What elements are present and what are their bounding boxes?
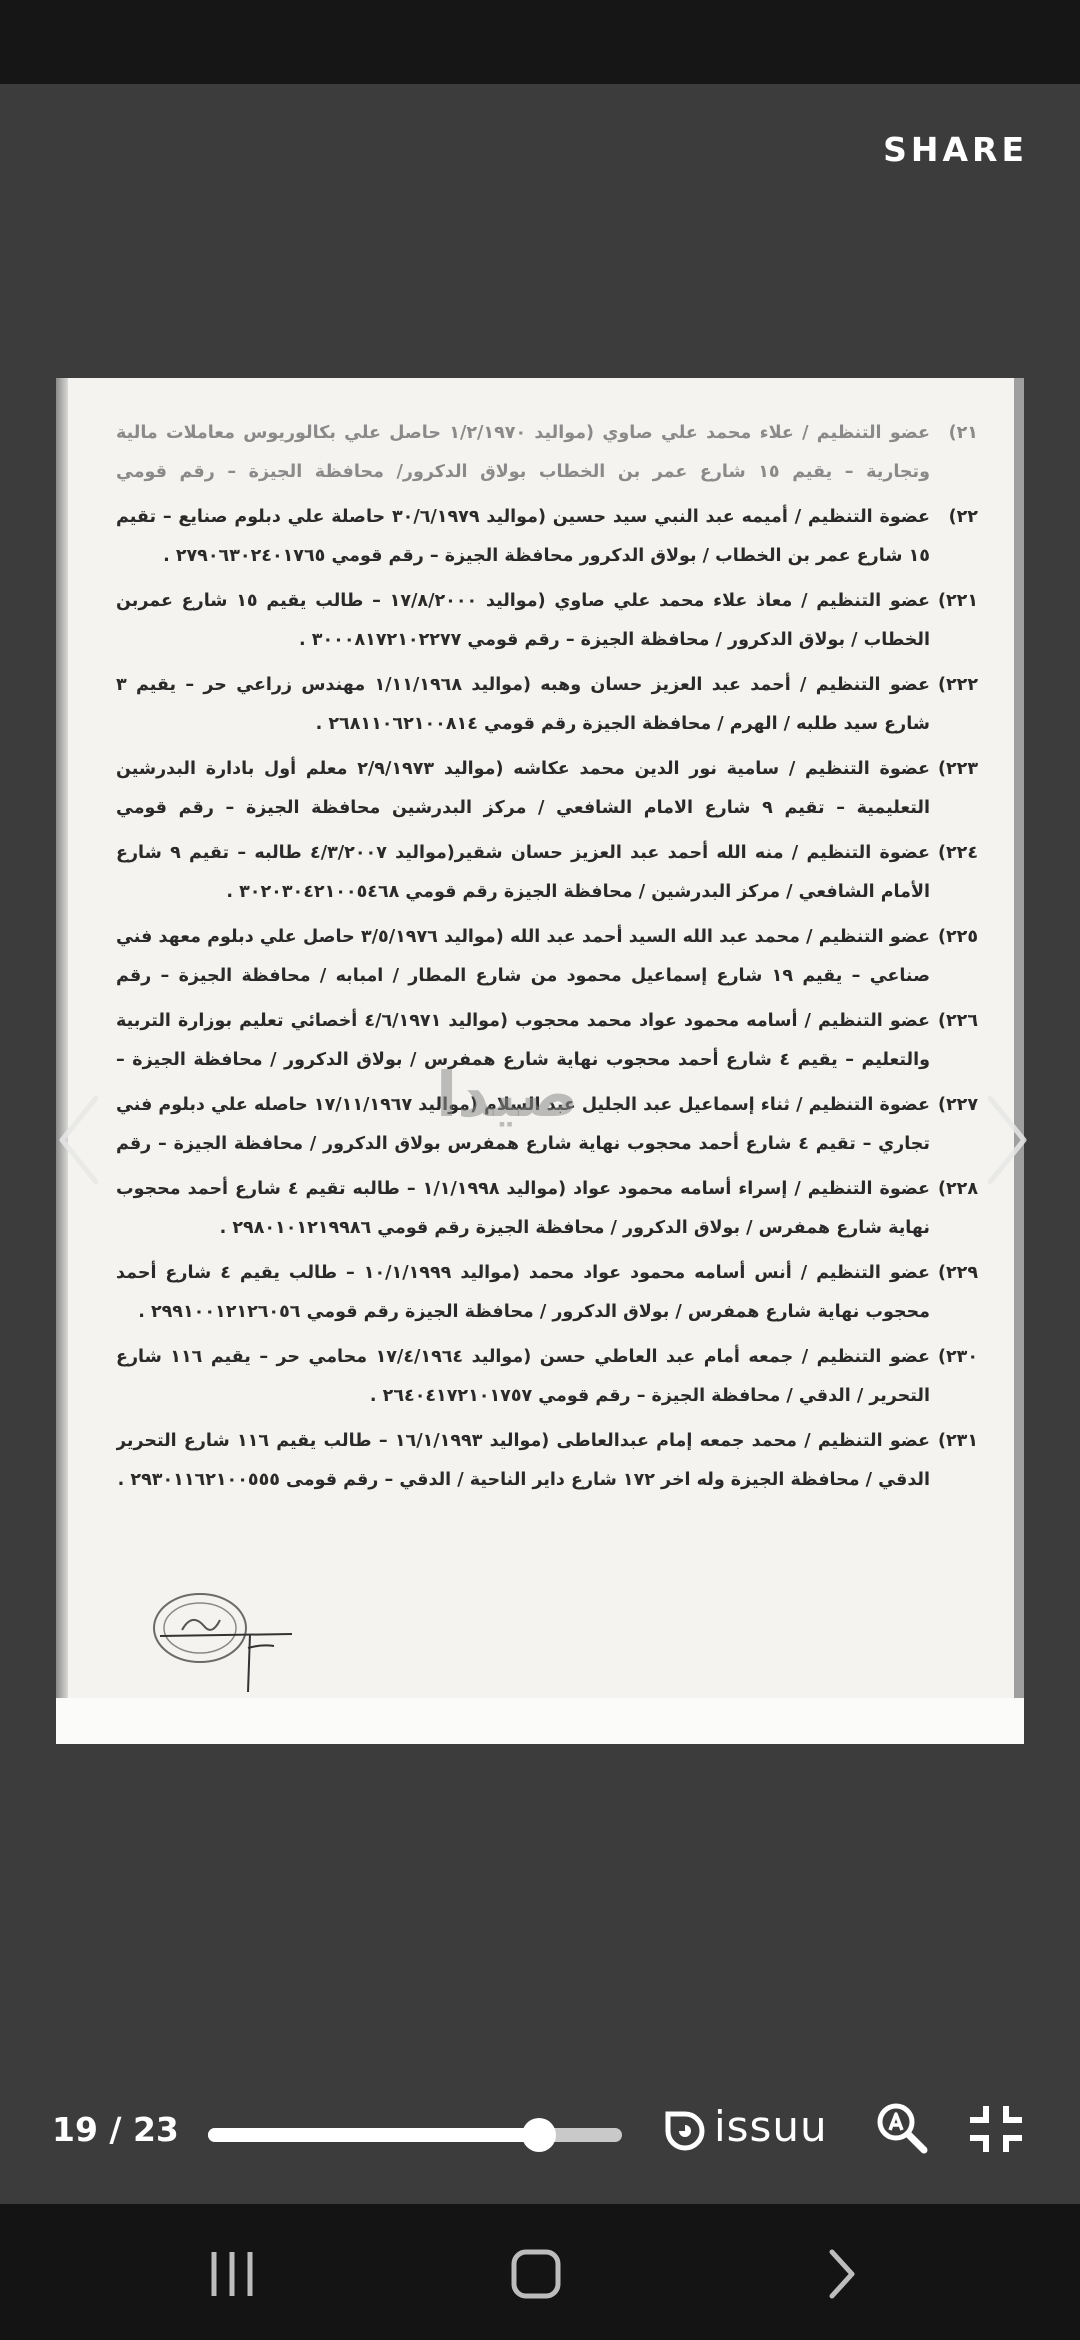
issuu-wordmark: issuu: [714, 2102, 828, 2151]
document-entry: [116, 498, 978, 582]
entry-number: ٢٣١): [937, 1431, 978, 1451]
chevron-right-icon[interactable]: [976, 1092, 1036, 1188]
entry-number: ٢٢٣): [937, 759, 978, 779]
recents-icon[interactable]: [202, 2244, 262, 2304]
document-entry: [116, 1170, 978, 1254]
entry-text: عضو التنظيم / علاء محمد علي صاوي (مواليد ١/٢/١٩٧٠ حاصل علي بكالوريوس معاملات مالية وتجارية – يقيم ١٥ شارع عمر بن الخطاب بولاق الدكرور/ محافظة الجيزة – رقم قومي: [116, 423, 930, 482]
seal-signature-icon: [152, 1588, 302, 1698]
issuu-mark-icon: [664, 2110, 706, 2152]
entry-number: ٢٢١): [937, 591, 978, 611]
document-entries: [116, 414, 978, 1506]
entry-text: عضو التنظيم / جمعه أمام عبد العاطي حسن (مواليد ١٧/٤/١٩٦٤ محامي حر – يقيم ١١٦ شارع التحرير / الدقي / محافظة الجيزة – رقم قومي ٢٦٤٠٤١٧٢١٠١٧٥٧ .: [116, 1347, 930, 1406]
document-entry: [116, 834, 978, 918]
page-binding-shadow: [56, 378, 68, 1744]
entry-text: عضو التنظيم / أسامه محمود عواد محمد محجوب (مواليد ٤/٦/١٩٧١ أخصائي تعليم بوزارة التربية والتعليم – يقيم ٤ شارع أحمد محجوب نهاية شارع همفرس / بولاق الدكرور / محافظة الجيزة –: [116, 1011, 931, 1070]
entry-text: عضو التنظيم / معاذ علاء محمد علي صاوي (مواليد ١٧/٨/٢٠٠٠ – طالب يقيم ١٥ شارع عمربن الخطاب / بولاق الدكرور / محافظة الجيزة – رقم قومي ٣٠٠٠٨١٧٢١٠٢٢٧٧ .: [116, 591, 931, 650]
page-slider-progress: [208, 2128, 539, 2142]
system-navigation-bar: [0, 2204, 1080, 2340]
issuu-logo[interactable]: [664, 2102, 836, 2160]
entry-text: عضوة التنظيم / منه الله أحمد عبد العزيز حسان شقير(مواليد ٤/٣/٢٠٠٧ طالبه – تقيم ٩ شارع الأمام الشافعي / مركز البدرشين / محافظة الجيزة رقم قومي ٣٠٢٠٣٠٤٢١٠٠٥٤٦٨ .: [116, 843, 930, 902]
viewer-footer: [0, 2080, 1080, 2204]
entry-number: ٢٢٦): [937, 1011, 978, 1031]
entry-text: عضو التنظيم / محمد عبد الله السيد أحمد عبد الله (مواليد ٣/٥/١٩٧٦ حاصل علي دبلوم معهد فني صناعي – يقيم ١٩ شارع إسماعيل محمود من شارع المطار / امبابه / محافظة الجيزة – رقم: [116, 927, 930, 986]
page-slider-thumb[interactable]: [522, 2118, 556, 2152]
watermark: صيدا: [436, 1058, 579, 1131]
back-icon[interactable]: [810, 2244, 870, 2304]
entry-text: عضو التنظيم / محمد جمعه إمام عبدالعاطى (مواليد ١٦/١/١٩٩٣ – طالب يقيم ١١٦ شارع التحرير الدقي / محافظة الجيزة وله اخر ١٧٢ شارع داير الناحية / الدقي – رقم قومى ٢٩٣٠١١٦٢١٠٠٥٥٥ .: [116, 1431, 930, 1490]
document-entry: [116, 1254, 978, 1338]
entry-text: عضوة التنظيم / ثناء إسماعيل عبد الجليل عبد السلام (مواليد ١٧/١١/١٩٦٧ حاصله علي دبلوم فني تجاري – تقيم ٤ شارع أحمد محجوب نهاية شارع همفرس بولاق الدكرور / محافظة الجيزة – رقم: [116, 1095, 930, 1154]
page-slider[interactable]: [208, 2128, 622, 2142]
entry-number: ٢٢٧): [937, 1095, 978, 1115]
entry-text: عضوة التنظيم / إسراء أسامه محمود عواد (مواليد ١/١/١٩٩٨ – طالبه تقيم ٤ شارع أحمد محجوب نهاية شارع همفرس / بولاق الدكرور / محافظة الجيزة رقم قومي ٢٩٨٠١٠١٢١٩٩٨٦ .: [116, 1179, 930, 1238]
entry-number: ٢٢٤): [937, 843, 978, 863]
page-counter: 19 / 23: [52, 2110, 179, 2149]
document-entry: [116, 1338, 978, 1422]
entry-text: عضوة التنظيم / أميمه عبد النبي سيد حسين (مواليد ٣٠/٦/١٩٧٩ حاصلة علي دبلوم صنايع – تقيم ١٥ شارع عمر بن الخطاب / بولاق الدكرور محافظة الجيزة – رقم قومي ٢٧٩٠٦٣٠٢٤٠١٧٦٥ .: [116, 507, 930, 566]
document-entry: [116, 750, 978, 834]
share-button[interactable]: SHARE: [883, 130, 1028, 169]
entry-text: عضو التنظيم / أحمد عبد العزيز حسان وهبه (مواليد ١/١١/١٩٦٨ مهندس زراعي حر – يقيم ٣ شارع سيد طلبه / الهرم / محافظة الجيزة رقم قومي ٢٦٨١١٠٦٢١٠٠٨١٤ .: [116, 675, 931, 734]
document-entry: [116, 582, 978, 666]
zoom-icon[interactable]: [874, 2100, 930, 2156]
document-entry: [116, 666, 978, 750]
status-bar: [0, 0, 1080, 84]
entry-number: ٢٢): [948, 507, 978, 527]
entry-number: ٢٣٠): [937, 1347, 978, 1367]
entry-number: ٢١): [948, 423, 978, 443]
entry-number: ٢٢٨): [937, 1179, 978, 1199]
entry-text: عضو التنظيم / أنس أسامه محمود عواد محمد (مواليد ١٠/١/١٩٩٩ – طالب يقيم ٤ شارع أحمد محجوب نهاية شارع همفرس / بولاق الدكرور / محافظة الجيزة رقم قومي ٢٩٩١٠٠١٢١٢٦٠٥٦ .: [116, 1263, 930, 1322]
document-entry: [116, 1422, 978, 1506]
entry-number: ٢٢٩): [937, 1263, 978, 1283]
page-edge: [1014, 378, 1024, 1744]
entry-text: عضوة التنظيم / سامية نور الدين محمد عكاشه (مواليد ٢/٩/١٩٧٣ معلم أول بادارة البدرشين التعليمية – تقيم ٩ شارع الامام الشافعي / مركز البدرشين محافظة الجيزة – رقم قومي: [116, 759, 930, 818]
collapse-icon[interactable]: [966, 2102, 1026, 2156]
chevron-left-icon[interactable]: [50, 1092, 110, 1188]
document-page[interactable]: [56, 378, 1024, 1744]
document-entry: [116, 414, 978, 498]
entry-number: ٢٢٥): [937, 927, 978, 947]
home-icon[interactable]: [508, 2244, 568, 2304]
document-entry: [116, 918, 978, 1002]
page-bottom-margin: [56, 1698, 1024, 1744]
entry-number: ٢٢٢): [937, 675, 978, 695]
